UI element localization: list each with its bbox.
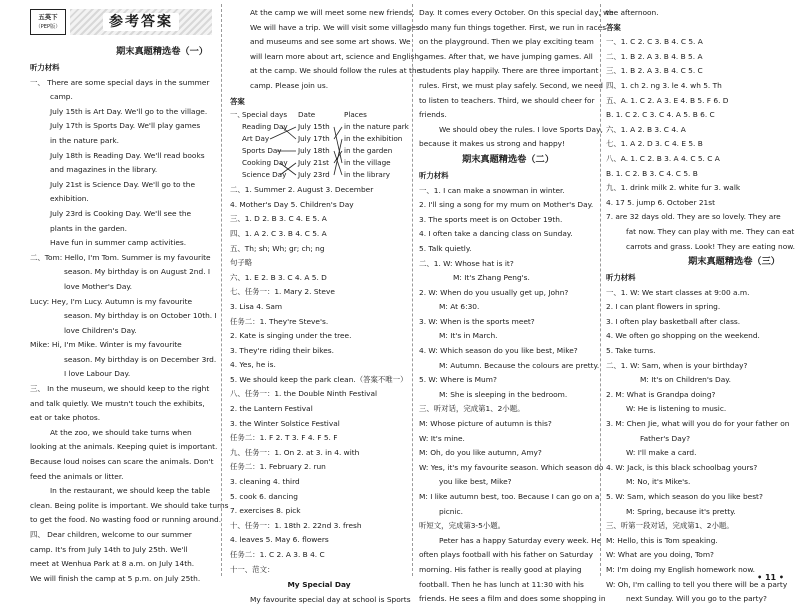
text-line: 3. I often play basketball after class.	[606, 316, 741, 326]
text-line: students play happily. There are three important	[419, 66, 599, 76]
text-line: love Children's Day.	[64, 325, 137, 335]
text-line: next Sunday. Will you go to the party?	[626, 594, 767, 604]
grade-badge	[30, 9, 66, 35]
text-line: July 23rd is Cooking Day. We'll see the	[50, 208, 192, 218]
exam-title-1: 期末真题精选卷（一）	[116, 46, 208, 57]
text-line: 5. Talk quietly.	[419, 243, 472, 253]
text-line: M: She is sleeping in the bedroom.	[439, 389, 568, 399]
text-line: 七、任务一：1. Mary 2. Steve	[230, 287, 335, 297]
text-line: 四、1. ch 2. ng 3. le 4. wh 5. Th	[606, 80, 722, 90]
text-line: Lucy: Hey, I'm Lucy. Autumn is my favourite	[30, 296, 193, 306]
match-date: July 17th	[298, 134, 330, 144]
text-line: 4. leaves 5. May 6. flowers	[230, 535, 329, 545]
edition-label: （PEP版）	[35, 24, 61, 30]
page-header	[30, 6, 212, 38]
text-line: 二、1. W: Sam, when is your birthday?	[606, 360, 748, 370]
text-line: 十、任务一：1. 18th 2. 22nd 3. fresh	[230, 520, 362, 530]
text-line: W: He is listening to music.	[626, 404, 727, 414]
text-line: M: Oh, do you like autumn, Amy?	[419, 448, 542, 458]
match-place: in the library	[344, 170, 391, 180]
text-line: Mike: Hi, I'm Mike. Winter is my favourite	[30, 340, 182, 350]
text-line: clean. Being polite is important. We should take turns	[30, 500, 229, 510]
text-line: love Mother's Day.	[64, 281, 133, 291]
text-line: 3. the Winter Solstice Festival	[230, 418, 340, 428]
text-line: 句子略	[230, 258, 253, 268]
text-line: and magazines in the library.	[50, 165, 158, 175]
text-line: 2. the Lantern Festival	[230, 404, 313, 414]
text-line: football. Then he has lunch at 11:30 with his	[419, 579, 584, 589]
listening-heading-1: 听力材料	[30, 63, 60, 72]
text-line: 3. W: When is the sports meet?	[419, 316, 535, 326]
match-day: Cooking Day	[242, 158, 288, 168]
text-line: M: I'm doing my English homework now.	[606, 564, 756, 574]
match-place: in the village	[344, 158, 391, 168]
text-line: morning. His father is really good at playing	[419, 564, 582, 574]
text-line: 3. They're riding their bikes.	[230, 345, 334, 355]
match-day: Art Day	[242, 134, 270, 144]
exam-title-3: 期末真题精选卷（三）	[688, 256, 780, 268]
column-4	[606, 0, 795, 604]
col4-lines-top	[606, 6, 795, 254]
text-line: 2. I'll sing a song for my mum on Mother's Day.	[419, 200, 594, 210]
text-line: 三、听第一段对话，完成第1、2小题。	[606, 521, 734, 531]
text-line: looking at the animals. Keeping quiet is important.	[30, 442, 218, 452]
text-line: 5. cook 6. dancing	[230, 491, 298, 501]
text-line: in the nature park.	[50, 135, 120, 145]
text-line: to get the food. No wasting food or running around.	[30, 515, 222, 525]
text-line: 二、Tom: Hello, I'm Tom. Summer is my favourite	[30, 252, 211, 262]
text-line: camp. Please join us.	[250, 80, 329, 90]
matching-header-days: Special days	[242, 110, 288, 120]
grade-label: 五英下	[38, 13, 58, 21]
text-line: 3. cleaning 4. third	[230, 477, 300, 487]
text-line: 一、 There are some special days in the summer	[30, 77, 210, 87]
text-line: picnic.	[439, 506, 463, 516]
text-line: 4. 17 5. jump 6. October 21st	[606, 197, 716, 207]
matching-header-date: Date	[298, 110, 316, 120]
column-divider	[412, 4, 413, 576]
text-line: 3. Lisa 4. Sam	[230, 301, 283, 311]
text-line: Day. It comes every October. On this special day, we	[419, 8, 614, 17]
answers-heading-1: 答案	[230, 96, 245, 106]
text-line: eat or take photos.	[30, 413, 101, 423]
col2-lines-bottom	[230, 183, 408, 577]
essay-line: My favourite special day at school is Sports	[250, 594, 411, 604]
text-line: 三、1. D 2. B 3. C 4. E 5. A	[230, 214, 327, 224]
text-line: 一、1. I can make a snowman in winter.	[419, 185, 565, 195]
text-line: camp.	[50, 92, 73, 102]
text-line: Have fun in summer camp activities.	[50, 238, 187, 248]
text-line: 五、Th; sh; Wh; gr; ch; ng	[230, 243, 325, 253]
text-line: season. My birthday is on October 10th. I	[64, 311, 217, 321]
text-line: 5. W: Where is Mum?	[419, 375, 497, 385]
text-line: 3. The sports meet is on October 19th.	[419, 214, 563, 224]
match-date: July 15th	[298, 122, 330, 132]
text-line: Peter has a happy Saturday every week. He	[439, 535, 602, 545]
page-number: • 11 •	[757, 573, 784, 582]
exam-title-2: 期末真题精选卷（二）	[462, 153, 554, 165]
text-line: 2. M: What is Grandpa doing?	[606, 389, 716, 399]
text-line: 4. W: Which season do you like best, Mike?	[419, 346, 578, 356]
match-place: in the exhibition	[344, 134, 403, 144]
text-line: plants in the garden.	[50, 223, 128, 233]
text-line: exhibition.	[50, 194, 89, 204]
text-line: 答案	[606, 22, 621, 32]
text-line: 7. are 32 days old. They are so lovely. They are	[606, 212, 781, 222]
match-day: Sports Day	[242, 146, 282, 156]
text-line: In the restaurant, we should keep the table	[50, 486, 211, 496]
col3-lines-bottom	[419, 184, 606, 607]
text-line: 任务二：1. They're Steve's.	[230, 316, 329, 326]
text-line: friends. He sees a film and does some shopping in	[419, 594, 606, 604]
text-line: Father's Day?	[640, 433, 691, 443]
listening-heading-3: 听力材料	[606, 273, 636, 283]
col2-lines-top	[230, 6, 422, 94]
match-place: in the garden	[344, 146, 393, 156]
text-line: because it makes us strong and happy!	[419, 139, 565, 149]
text-line: M: Spring, because it's pretty.	[626, 506, 736, 516]
text-line: 7. exercises 8. pick	[230, 506, 301, 516]
col4-lines-bottom	[606, 286, 790, 607]
text-line: to listen to teachers. Third, we should cheer for	[419, 95, 595, 105]
text-line: 听短文，完成第3-5小题。	[419, 521, 505, 531]
essay-title: My Special Day	[287, 580, 351, 590]
text-line: W: It's mine.	[419, 433, 465, 443]
text-line: 任务二：1. February 2. run	[230, 462, 326, 472]
text-line: M: Autumn. Because the colours are pretty.	[439, 360, 600, 370]
match-place: in the nature park	[344, 122, 409, 132]
text-line: 2. W: When do you usually get up, John?	[419, 287, 569, 297]
text-line: friends.	[419, 110, 447, 120]
matching-header-places: Places	[344, 110, 367, 120]
text-line: July 21st is Science Day. We'll go to the	[50, 179, 195, 189]
text-line: and talk quietly. We mustn't touch the exhibits,	[30, 398, 205, 408]
text-line: 二、1. Summer 2. August 3. December	[230, 185, 374, 195]
text-line: season. My birthday is on December 3rd.	[64, 354, 217, 364]
text-line: We should obey the rules. I love Sports Day,	[439, 124, 603, 134]
text-line: 七、1. A 2. D 3. C 4. E 5. B	[606, 139, 703, 149]
column-divider	[221, 4, 222, 576]
text-line: 三、1. B 2. A 3. B 4. C 5. C	[606, 66, 703, 76]
match-day: Reading Day	[242, 122, 288, 132]
text-line: 八、任务一：1. the Double Ninth Festival	[230, 389, 378, 399]
text-line: M: Whose picture of autumn is this?	[419, 419, 552, 429]
text-line: 4. Yes, he is.	[230, 360, 276, 370]
matching-lead: 一、	[230, 110, 245, 120]
text-line: games. After that, we have jumping games. All	[419, 51, 593, 61]
text-line: 八、A. 1. C 2. B 3. A 4. C 5. C A	[606, 153, 720, 163]
text-line: M: It's in March.	[439, 331, 498, 341]
column-1	[30, 0, 229, 588]
text-line: July 18th is Reading Day. We'll read books	[50, 150, 205, 160]
text-line: rules. First, we must play safely. Second, we need	[419, 80, 603, 90]
text-line: 4. I often take a dancing class on Sunday.	[419, 229, 573, 239]
text-line: you like best, Mike?	[439, 477, 512, 487]
text-line: 5. Take turns.	[606, 346, 656, 356]
text-line: camp. It's from July 14th to July 25th. We'll	[30, 544, 188, 554]
listening-heading-2: 听力材料	[419, 170, 449, 180]
text-line: M: It's Zhang Peng's.	[453, 273, 530, 283]
matching-diagram	[230, 109, 408, 183]
text-line: M: At 6:30.	[439, 302, 480, 312]
text-line: feed the animals or litter.	[30, 471, 124, 481]
text-line: 三、听对话，完成第1、2小题。	[419, 404, 525, 414]
text-line: We will finish the camp at 5 p.m. on July 25th.	[30, 573, 201, 583]
text-line: 2. I can plant flowers in spring.	[606, 302, 721, 312]
text-line: will learn more about art, science and English	[250, 51, 420, 61]
text-line: 一、1. C 2. C 3. B 4. C 5. A	[606, 37, 703, 47]
text-line: We will have a trip. We will visit some villages	[250, 22, 420, 32]
text-line: 九、1. drink milk 2. white fur 3. walk	[606, 183, 741, 193]
text-line: 三、 In the museum, we should keep to the right	[30, 384, 210, 394]
text-line: I love Labour Day.	[64, 369, 131, 379]
text-line: Because loud noises can scare the animals. Don't	[30, 457, 214, 467]
match-day: Science Day	[242, 170, 287, 180]
text-line: 2. Kate is singing under the tree.	[230, 331, 352, 341]
text-line: 四、 Dear children, welcome to our summer	[30, 530, 192, 539]
text-line: do many fun things together. First, we run in races	[419, 22, 607, 32]
text-line: 五、A. 1. C 2. A 3. E 4. B 5. F 6. D	[606, 95, 729, 105]
text-line: 六、1. A 2. B 3. C 4. A	[606, 124, 686, 134]
text-line: season. My birthday is on August 2nd. I	[64, 267, 211, 277]
text-line: at the camp. We should follow the rules at the	[250, 66, 422, 76]
text-line: 任务二：1. F 2. T 3. F 4. F 5. F	[230, 433, 338, 443]
text-line: 4. We often go shopping on the weekend.	[606, 331, 760, 341]
text-line: fat now. They can play with me. They can eat	[626, 226, 795, 236]
text-line: often plays football with his father on Saturday	[419, 550, 594, 560]
match-date: July 21st	[298, 158, 329, 168]
text-line: B. 1. C 2. B 3. C 4. C 5. B	[606, 168, 698, 178]
text-line: 一、1. W: We start classes at 9:00 a.m.	[606, 287, 750, 297]
text-line: 四、1. A 2. C 3. B 4. C 5. A	[230, 228, 327, 238]
text-line: W: Yes, it's my favourite season. Which season do	[419, 462, 604, 472]
text-line: 5. We should keep the park clean.（答案不唯一）	[230, 374, 408, 384]
text-line: At the camp we will meet some new friends.	[250, 8, 415, 17]
text-line: 九、任务一：1. On 2. at 3. in 4. with	[230, 447, 360, 457]
text-line: W: What are you doing, Tom?	[606, 550, 714, 560]
text-line: W: I'll make a card.	[626, 448, 697, 458]
text-line: carrots and grass. Look! They are eating now.	[626, 241, 795, 251]
text-line: July 17th is Sports Day. We'll play games	[50, 121, 201, 131]
text-line: 二、1. W: Whose hat is it?	[419, 258, 514, 268]
text-line: 4. Mother's Day 5. Children's Day	[230, 199, 354, 209]
text-line: 六、1. E 2. B 3. C 4. A 5. D	[230, 272, 327, 282]
text-line: M: I like autumn best, too. Because I can go on a	[419, 492, 600, 501]
text-line: At the zoo, we should take turns when	[50, 427, 192, 437]
text-line: M: No, it's Mike's.	[626, 477, 691, 487]
text-line: 5. W: Sam, which season do you like best?	[606, 492, 763, 501]
text-line: 3. M: Chen Jie, what will you do for your father on	[606, 419, 790, 429]
match-date: July 23rd	[298, 170, 330, 180]
text-line: M: It's on Children's Day.	[640, 375, 731, 385]
text-line: W: Oh, I'm calling to tell you there will be a party	[606, 579, 788, 589]
text-line: 任务二：1. C 2. A 3. B 4. C	[230, 550, 325, 559]
text-line: and museums and see some art shows. We	[250, 37, 411, 47]
column-2	[230, 0, 422, 604]
text-line: July 15th is Art Day. We'll go to the village.	[50, 106, 208, 116]
text-line: 十一、范文：	[230, 564, 275, 574]
answers-banner	[70, 9, 212, 35]
banner-title: 参考答案	[103, 13, 179, 31]
col1-lines	[30, 76, 229, 587]
text-line: B. 1. C 2. C 3. C 4. A 5. B 6. C	[606, 110, 715, 120]
text-line: 4. W: Jack, is this black schoolbag yours?	[606, 462, 758, 472]
text-line: on the playground. Then we play exciting team	[419, 37, 594, 47]
column-divider	[600, 4, 601, 576]
text-line: 二、1. B 2. A 3. B 4. B 5. A	[606, 51, 703, 61]
text-line: the afternoon.	[606, 8, 659, 17]
text-line: meet at Wenhua Park at 8 a.m. on July 14th.	[30, 559, 195, 569]
text-line: M: Hello, this is Tom speaking.	[606, 535, 718, 545]
match-date: July 18th	[298, 146, 330, 156]
